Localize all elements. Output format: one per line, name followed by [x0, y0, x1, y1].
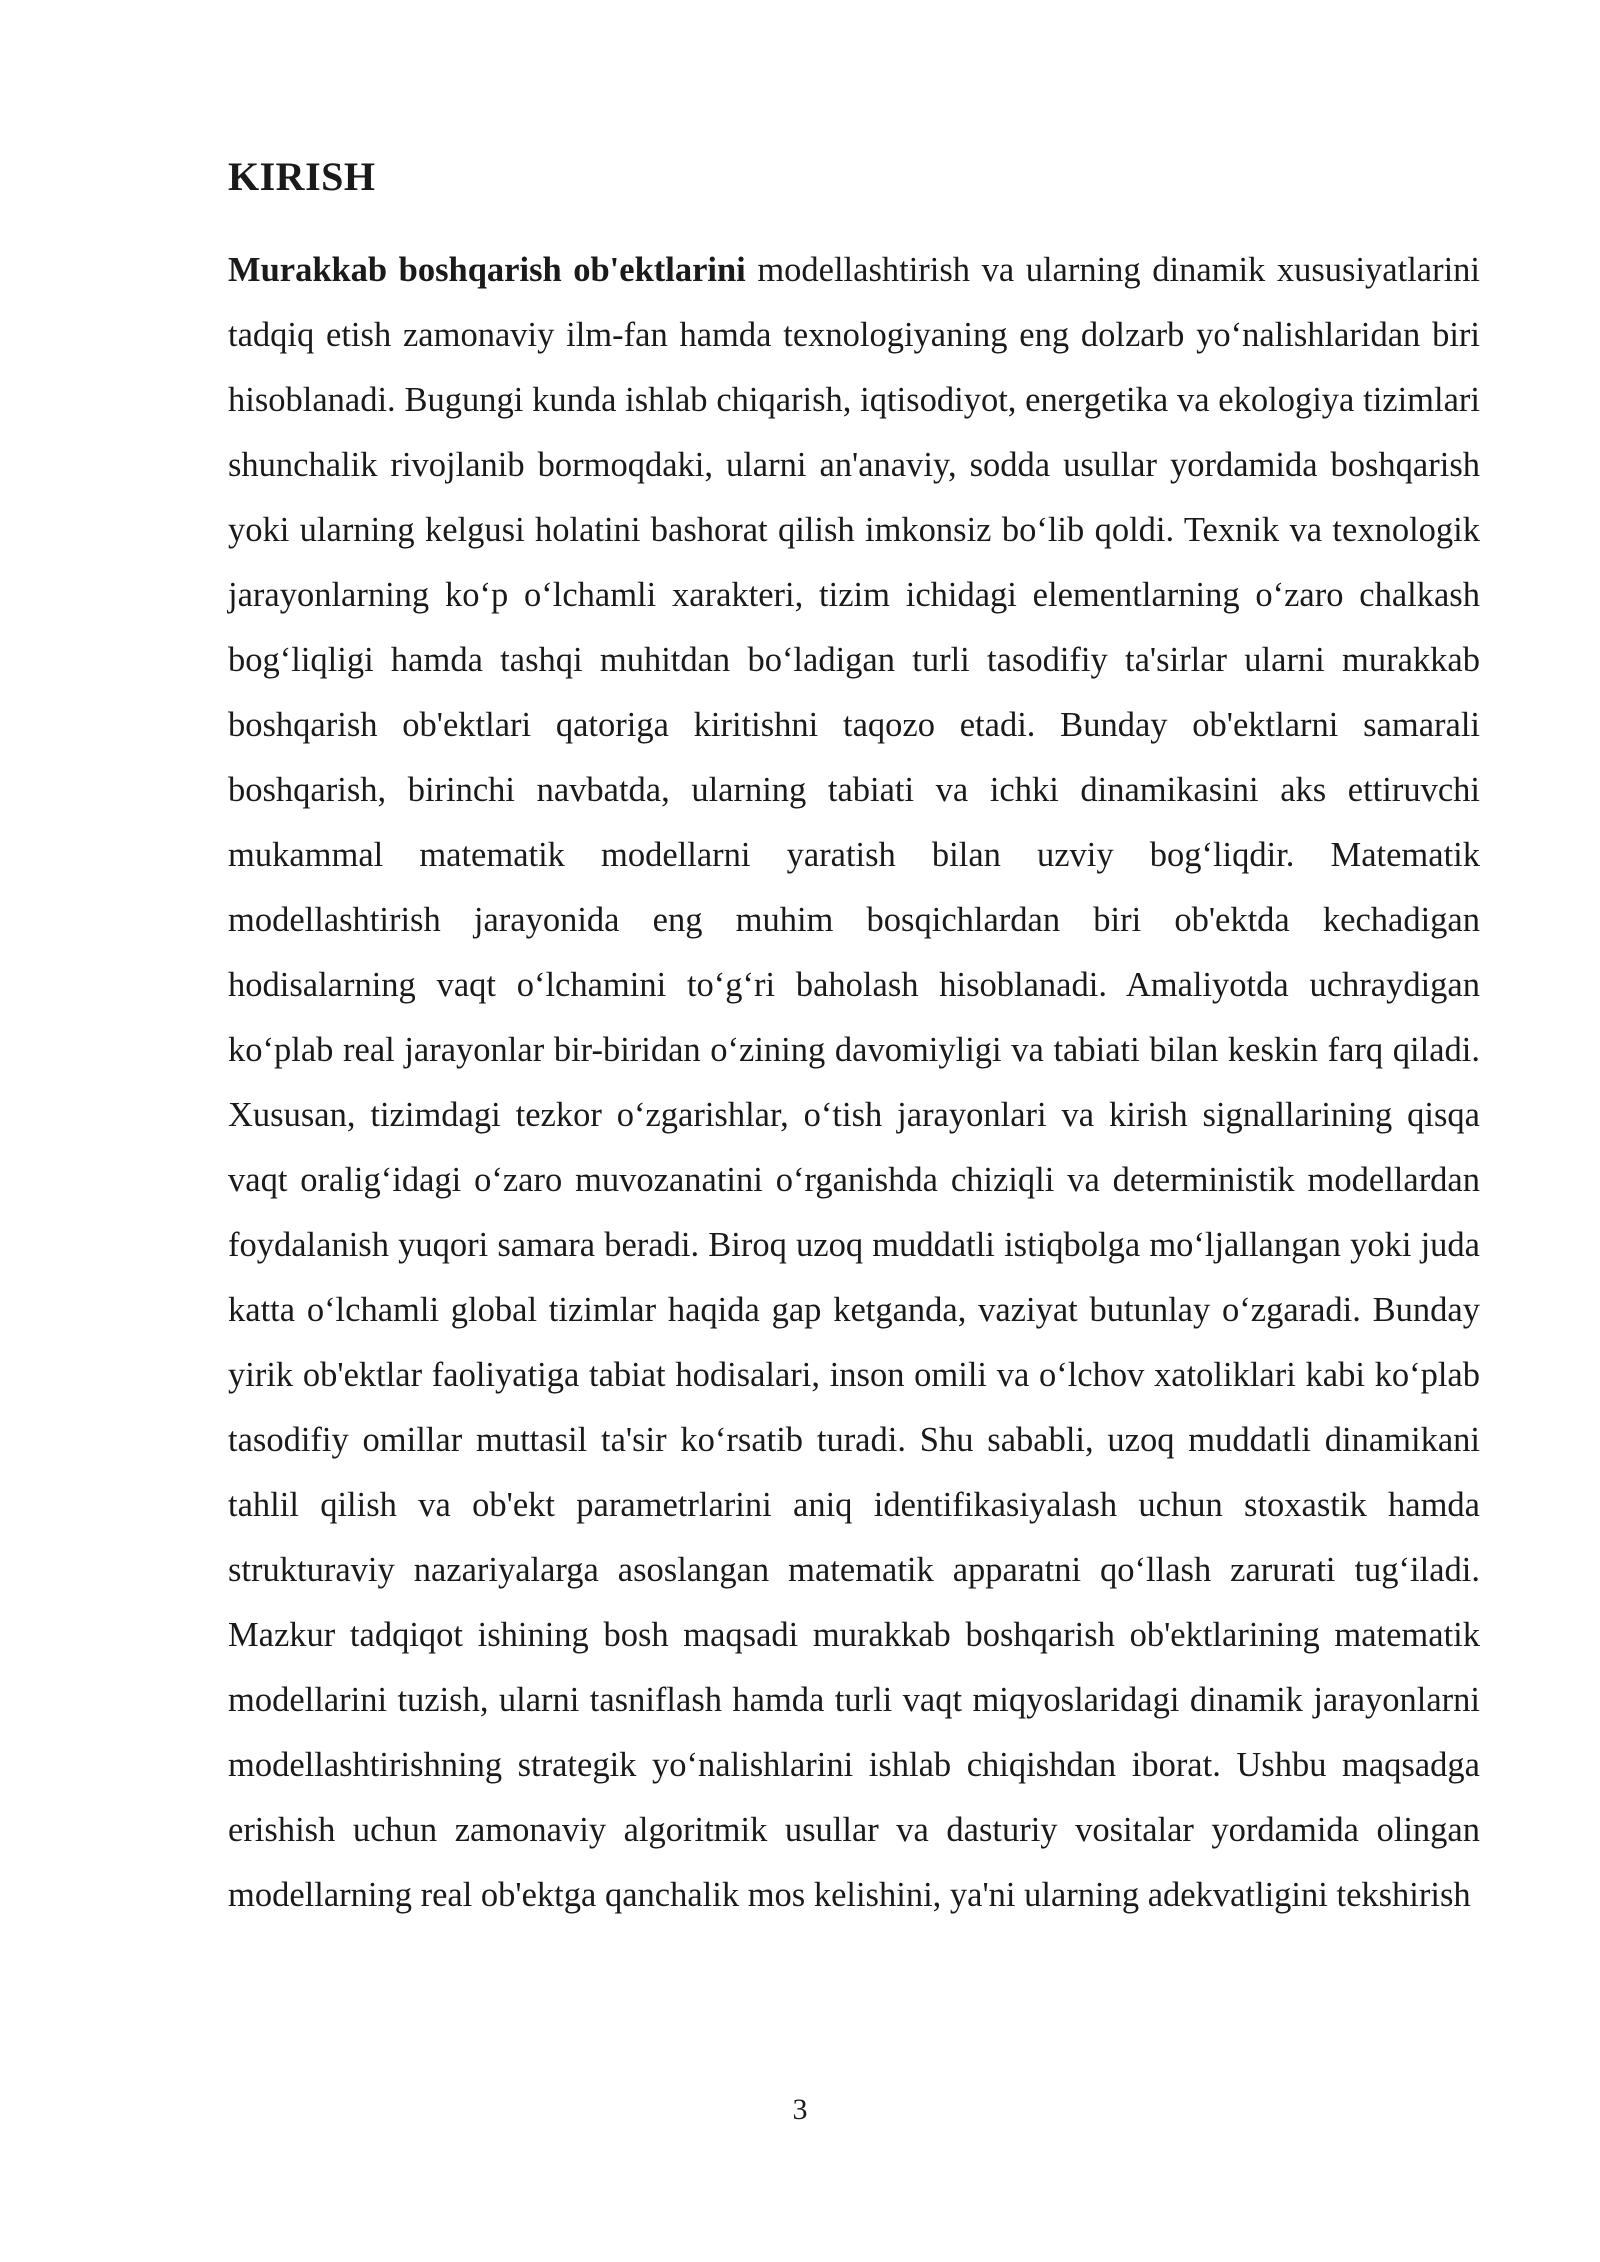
- paragraph-text: modellashtirish va ularning dinamik xususiyatlarini tadqiq etish zamonaviy ilm-fan hamda texnologiyaning eng dolzarb yo‘nalishlaridan biri hisoblanadi. Bugungi kunda ishlab chiqarish, iqtisodiyot, energetika va ekologiya tizimlari shunchalik rivojlanib bormoqdaki, ularni an'anaviy, sodda usullar yordamida boshqarish yoki ularning kelgusi holatini bashorat qilish imkonsiz bo‘lib qoldi. Texnik va texnologik jarayonlarning ko‘p o‘lchamli xarakteri, tizim ichidagi elementlarning o‘zaro chalkash bog‘liqligi hamda tashqi muhitdan bo‘ladigan turli tasodifiy ta'sirlar ularni murakkab boshqarish ob'ektlari qatoriga kiritishni taqozo etadi. Bunday ob'ektlarni samarali boshqarish, birinchi navbatda, ularning tabiati va ichki dinamikasini aks ettiruvchi mukammal matematik modellarni yaratish bilan uzviy bog‘liqdir. Matematik modellashtirish jarayonida eng muhim bosqichlardan biri ob'ektda kechadigan hodisalarning vaqt o‘lchamini to‘g‘ri baholash hisoblanadi. Amaliyotda uchraydigan ko‘plab real jarayonlar bir-biridan o‘zining davomiyligi va tabiati bilan keskin farq qiladi. Xususan, tizimdagi tezkor o‘zgarishlar, o‘tish jarayonlari va kirish signallarining qisqa vaqt oralig‘idagi o‘zaro muvozanatini o‘rganishda chiziqli va deterministik modellardan foydalanish yuqori samara beradi. Biroq uzoq muddatli istiqbolga mo‘ljallangan yoki juda katta o‘lchamli global tizimlar haqida gap ketganda, vaziyat butunlay o‘zgaradi. Bunday yirik ob'ektlar faoliyatiga tabiat hodisalari, inson omili va o‘lchov xatoliklari kabi ko‘plab tasodifiy omillar muttasil ta'sir ko‘rsatib turadi. Shu sababli, uzoq muddatli dinamikani tahlil qilish va ob'ekt parametrlarini aniq identifikasiyalash uchun stoxastik hamda strukturaviy nazariyalarga asoslangan matematik apparatni qo‘llash zarurati tug‘iladi. Mazkur tadqiqot ishining bosh maqsadi murakkab boshqarish ob'ektlarining matematik modellarini tuzish, ularni tasniflash hamda turli vaqt miqyoslaridagi dinamik jarayonlarni modellashtirishning strategik yo‘nalishlarini ishlab chiqishdan iborat. Ushbu maqsadga erishish uchun zamonaviy algoritmik usullar va dasturiy vositalar yordamida olingan modellarning real ob'ektga qanchalik mos kelishini, ya'ni ularning adekvatligini tekshirish: [228, 251, 1480, 1914]
- page-number: 3: [792, 2093, 808, 2126]
- paragraph-lead-bold: Murakkab boshqarish ob'ektlarini: [228, 251, 746, 289]
- body-paragraph: [228, 238, 1480, 1928]
- section-heading: KIRISH: [228, 154, 376, 199]
